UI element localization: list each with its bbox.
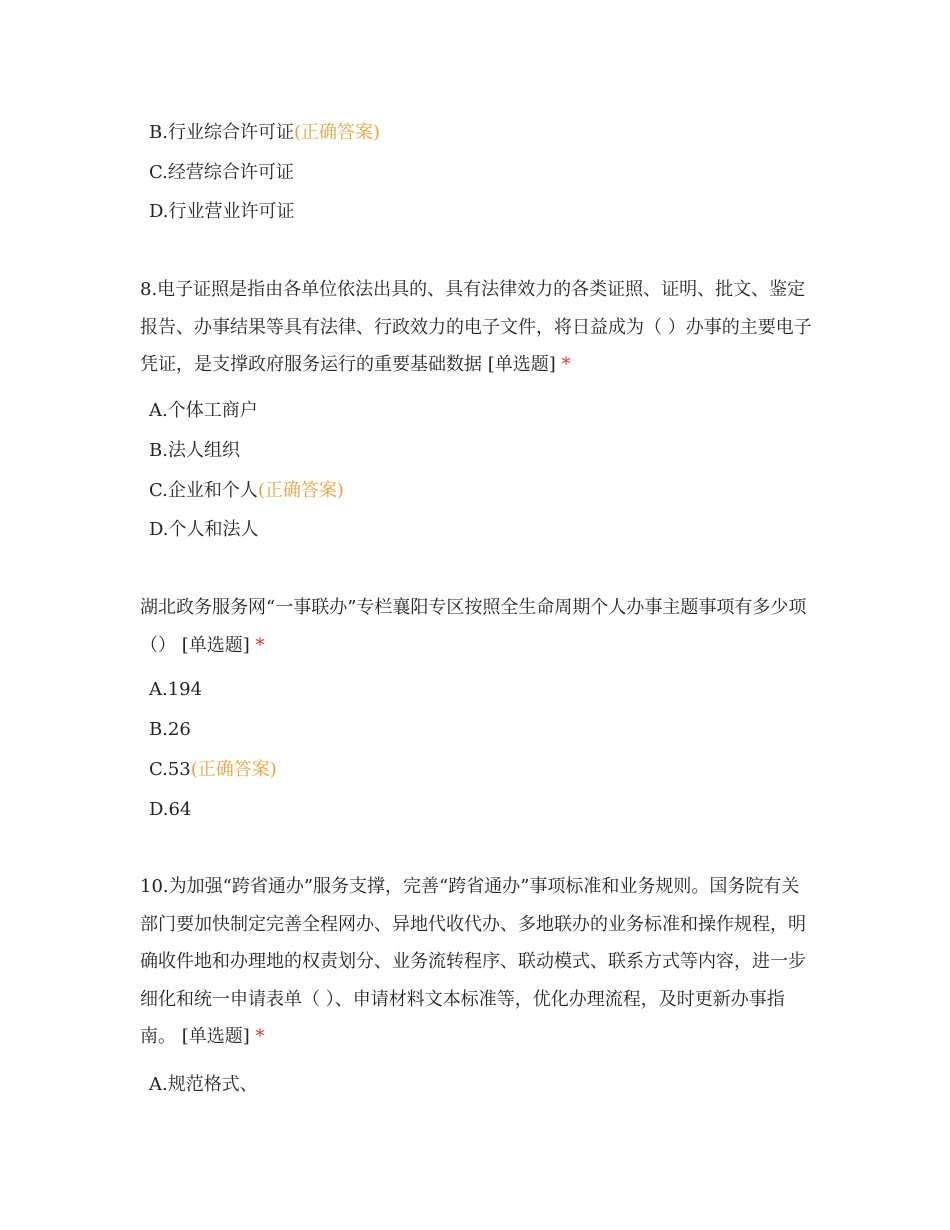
question-text: 10.为加强“跨省通办”服务支撑，完善“跨省通办”事项标准和业务规则。国务院有关部门要加快制定完善全程网办、异地代收代办、多地联办的业务标准和操作规程，明确收件地和办理地的权责划分、业务流转程序、联动模式、联系方式等内容，进一步细化和统一申请表单（ ）、申请材料文本标准等，优化办理流程，及时更新办事指南。 [单选题] xyxy=(140,876,806,1047)
option-a xyxy=(149,399,258,423)
required-marker: * xyxy=(255,1026,265,1047)
option-d xyxy=(149,798,191,822)
option-d xyxy=(149,200,295,224)
option-b xyxy=(149,718,191,742)
option-label: B.行业综合许可证 xyxy=(149,122,294,143)
correct-answer-tag: (正确答案) xyxy=(190,759,277,780)
question-text: 8.电子证照是指由各单位依法出具的、具有法律效力的各类证照、证明、批文、鉴定报告、办事结果等具有法律、行政效力的电子文件，将日益成为（ ）办事的主要电子凭证，是支撑政府服务运行的重要基础数据 [单选题] xyxy=(140,279,812,375)
option-label: A.194 xyxy=(149,679,203,700)
option-b xyxy=(149,121,380,145)
option-label: A.个体工商户 xyxy=(149,400,258,421)
option-a xyxy=(149,678,202,702)
option-c xyxy=(149,161,294,185)
required-marker: * xyxy=(255,634,265,656)
correct-answer-tag: (正确答案) xyxy=(257,480,344,501)
option-label: B.法人组织 xyxy=(149,440,240,461)
option-a xyxy=(149,1073,258,1097)
question-9-text xyxy=(140,589,812,664)
option-label: A.规范格式、 xyxy=(149,1074,258,1095)
question-text: 湖北政务服务网“一事联办”专栏襄阳专区按照全生命周期个人办事主题事项有多少项（） [单选题] xyxy=(140,597,807,656)
option-label: D.64 xyxy=(149,799,192,820)
option-label: D.个人和法人 xyxy=(149,519,259,540)
correct-answer-tag: (正确答案) xyxy=(293,122,380,143)
option-label: C.53 xyxy=(149,759,191,780)
required-marker: * xyxy=(561,354,571,375)
option-b xyxy=(149,439,240,463)
option-c xyxy=(149,479,344,503)
option-label: C.企业和个人 xyxy=(149,480,258,501)
option-label: C.经营综合许可证 xyxy=(149,162,294,183)
option-label: B.26 xyxy=(149,719,191,740)
option-c xyxy=(149,758,277,782)
question-8-text xyxy=(140,271,812,384)
question-10-text xyxy=(140,868,812,1056)
option-label: D.行业营业许可证 xyxy=(149,201,295,222)
option-d xyxy=(149,518,259,542)
